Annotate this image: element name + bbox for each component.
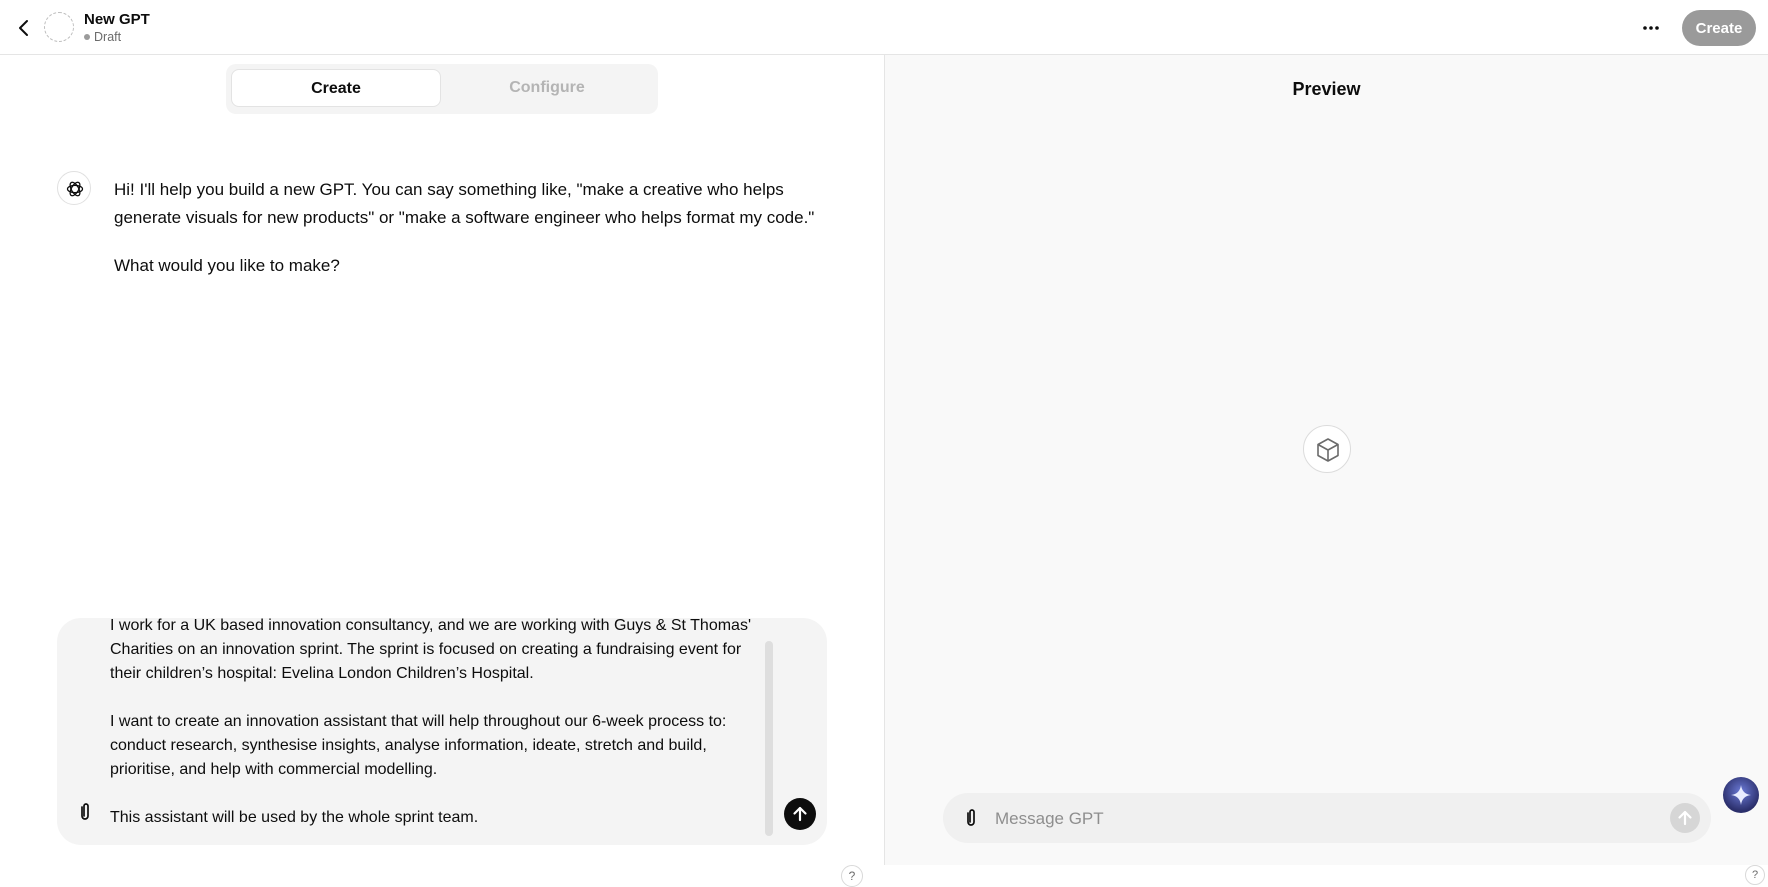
assistant-avatar <box>57 171 91 205</box>
assistant-launcher-button[interactable] <box>1723 777 1759 813</box>
assistant-message: Hi! I'll help you build a new GPT. You can say something like, "make a creative who helps generate visuals for new products" or "make a software engineer who helps format my code." <box>114 180 815 227</box>
send-button[interactable] <box>784 798 816 830</box>
gpt-status <box>84 30 121 44</box>
arrow-up-icon <box>1675 808 1695 828</box>
builder-composer[interactable] <box>57 618 827 845</box>
composer-scrollbar[interactable] <box>765 641 773 836</box>
sparkle-icon <box>1729 783 1753 807</box>
cube-icon <box>1315 437 1341 463</box>
preview-attach-button[interactable] <box>960 807 982 829</box>
more-options-button[interactable] <box>1638 16 1664 40</box>
preview-send-button[interactable] <box>1670 803 1700 833</box>
arrow-up-icon <box>790 804 810 824</box>
tab-create[interactable]: Create <box>231 69 441 107</box>
top-bar <box>0 0 1768 55</box>
builder-message-input[interactable]: I work for a UK based innovation consultancy, and we are working with Guys & St Thomas' Charities on an innovation sprint. The sprint is focused on creating a fundraising event for their children’s hospital: Evelina London Children’s Hospital. I want to create an innovation assistant that will help throughout our 6-week process to: conduct research, synthesise insights, analyse information, ideate, stretch and build, prioritise, and help with commercial modelling. This assistant will be used by the whole sprint team. <box>110 618 751 826</box>
assistant-message: What would you like to make? <box>114 256 340 275</box>
create-gpt-button[interactable]: Create <box>1682 10 1756 46</box>
preview-message-input[interactable] <box>993 805 1617 833</box>
tab-configure[interactable]: Configure <box>509 79 585 96</box>
help-button[interactable]: ? <box>841 865 863 887</box>
preview-composer <box>943 793 1711 843</box>
preview-title: Preview <box>1292 79 1361 99</box>
more-horizontal-icon <box>1638 16 1664 40</box>
paperclip-icon <box>74 801 96 823</box>
back-button[interactable] <box>12 16 36 40</box>
help-button[interactable]: ? <box>1745 865 1765 885</box>
paperclip-icon <box>960 807 982 829</box>
gpt-avatar-placeholder[interactable] <box>44 12 74 42</box>
preview-pane <box>885 55 1768 881</box>
builder-pane <box>0 55 884 883</box>
status-dot-icon <box>84 34 90 40</box>
attach-file-button[interactable] <box>74 801 96 823</box>
mode-tabs <box>226 64 658 114</box>
gpt-title: New GPT <box>84 11 150 28</box>
chevron-left-icon <box>12 16 36 40</box>
status-text: Draft <box>94 30 122 44</box>
gpt-placeholder-avatar <box>1303 425 1351 473</box>
openai-logo-icon <box>65 179 85 199</box>
